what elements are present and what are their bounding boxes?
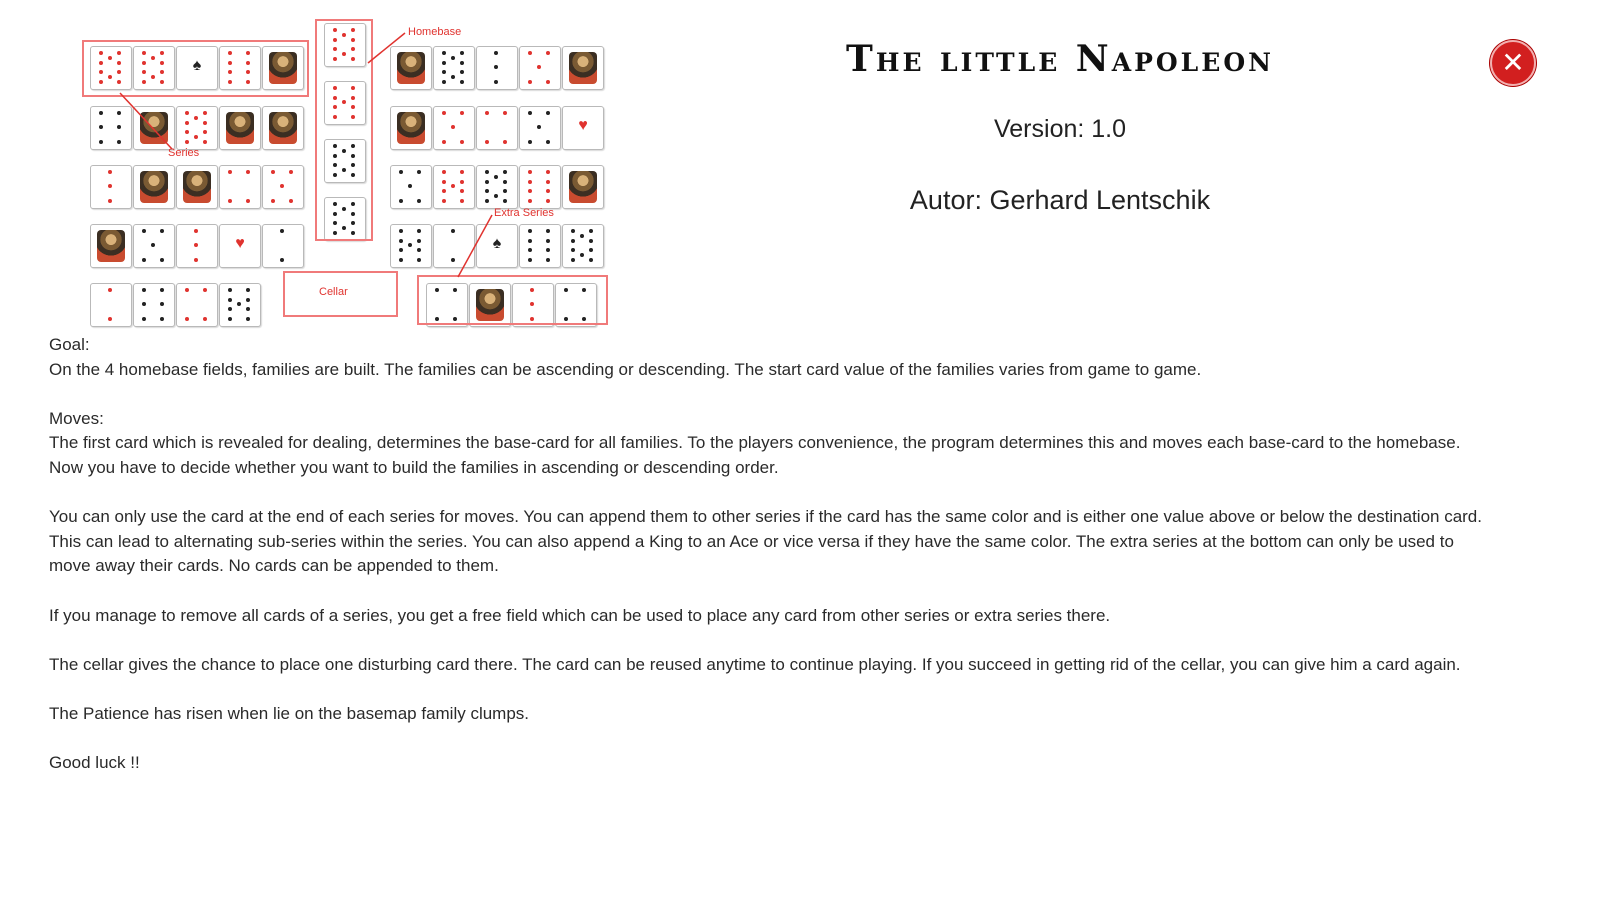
version-text: Version: 1.0 xyxy=(993,115,1127,143)
goal-label: Goal: xyxy=(49,335,90,354)
series-label: Series xyxy=(168,147,200,159)
homebase-label: Homebase xyxy=(408,26,462,38)
instructions-text xyxy=(49,333,1494,800)
playing-card: ♠ xyxy=(176,46,218,90)
game-title: The little Napoleon xyxy=(846,38,1274,80)
cellar-label: Cellar xyxy=(319,286,348,298)
author-text: Autor: Gerhard Lentschik xyxy=(909,185,1211,215)
moves-paragraph: If you manage to remove all cards of a series, you get a free field which can be used to place any card from other series or extra series there. xyxy=(49,605,1111,625)
moves-paragraph: The cellar gives the chance to place one disturbing card there. The card can be reused anytime to continue playing. If you succeed in getting rid of the cellar, you can give him a card again. xyxy=(49,654,1461,674)
playing-card: ♥ xyxy=(562,106,604,150)
diagram-pointer-lines xyxy=(80,15,640,340)
moves-paragraph: The first card which is revealed for dealing, determines the base-card for all families. To the players convenience, the program determines this and moves each base-card to the homebase. Now you have to decide whether you want to build the families in ascending or descending order. xyxy=(49,433,1461,477)
game-layout-diagram xyxy=(80,15,640,340)
close-x-icon: ✕ xyxy=(1501,47,1525,78)
playing-card: ♠ xyxy=(476,224,518,268)
moves-paragraph: The Patience has risen when lie on the basemap family clumps. xyxy=(49,703,530,723)
goal-text: On the 4 homebase fields, families are built. The families can be ascending or descending. The start card value of the families varies from game to game. xyxy=(49,359,1202,379)
moves-paragraph: You can only use the card at the end of each series for moves. You can append them to other series if the card has the same color and is either one value above or below the destination card. This can lead to alternating sub-series within the series. You can also append a King to an Ace or vice versa if they have the same color. The extra series at the bottom can only be used to move away their cards. No cards can be appended to them. xyxy=(49,507,1482,576)
closing-text: Good luck !! xyxy=(49,753,140,773)
moves-section xyxy=(49,407,1494,481)
moves-label: Moves: xyxy=(49,408,104,428)
goal-section xyxy=(49,333,1494,382)
extra-series-label: Extra Series xyxy=(494,207,554,219)
close-button[interactable] xyxy=(1490,40,1536,86)
playing-card: ♥ xyxy=(219,224,261,268)
